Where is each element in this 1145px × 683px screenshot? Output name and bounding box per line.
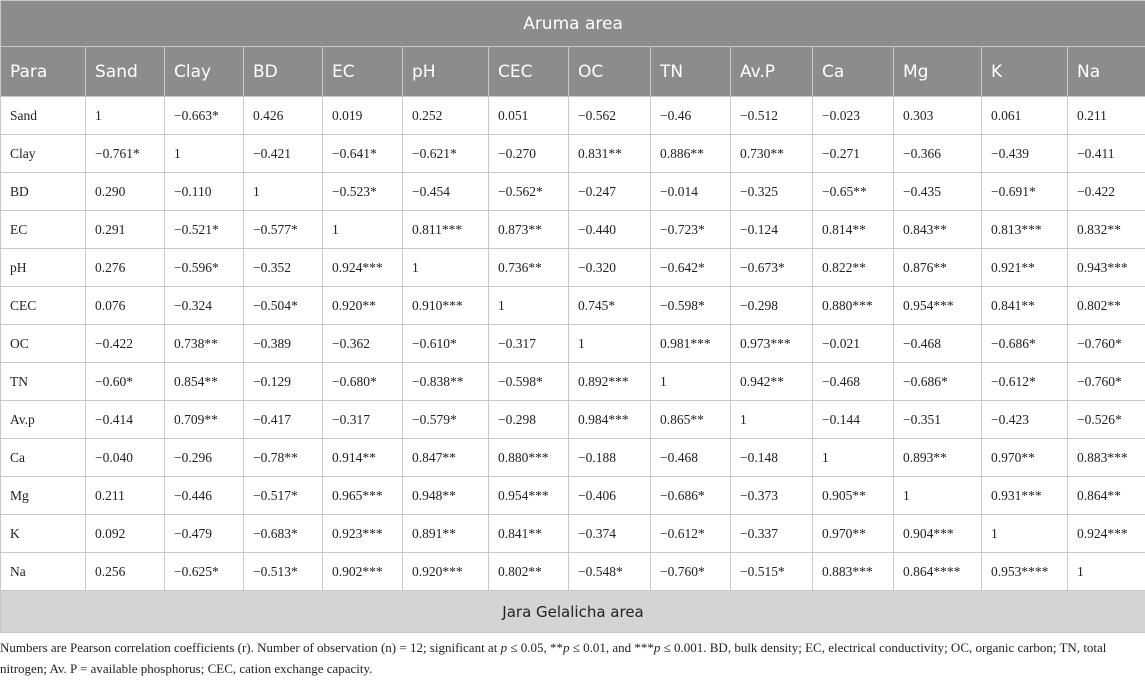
table-cell: 1 [86,97,165,135]
table-cell: −0.512 [731,97,813,135]
table-row [1,363,1145,401]
table-cell: 0.092 [86,515,165,553]
header-row [1,47,1145,97]
table-cell: 0.831** [569,135,651,173]
table-cell: −0.421 [244,135,323,173]
table-cell: −0.014 [651,173,731,211]
table-cell: 0.880*** [813,287,894,325]
row-label: pH [1,249,86,287]
footnote-part-3: ≤ 0.01, and *** [569,640,654,655]
row-label: Av.p [1,401,86,439]
table-cell: 1 [489,287,569,325]
table-cell: 0.426 [244,97,323,135]
table-cell: 0.931*** [982,477,1068,515]
table-cell: −0.610* [403,325,489,363]
table-cell: −0.562* [489,173,569,211]
table-cell: 0.954*** [489,477,569,515]
table-cell: −0.129 [244,363,323,401]
table-cell: −0.298 [489,401,569,439]
table-row [1,211,1145,249]
row-label: Clay [1,135,86,173]
table-cell: 0.921** [982,249,1068,287]
table-cell: −0.422 [86,325,165,363]
table-cell: −0.440 [569,211,651,249]
table-cell: 1 [982,515,1068,553]
row-label: EC [1,211,86,249]
column-header-bd: BD [244,47,323,97]
table-row [1,287,1145,325]
table-cell: −0.366 [894,135,982,173]
table-cell: −0.374 [569,515,651,553]
table-cell: −0.642* [651,249,731,287]
table-cell: 1 [569,325,651,363]
table-cell: 1 [244,173,323,211]
table-cell: 0.276 [86,249,165,287]
table-cell: −0.78** [244,439,323,477]
table-cell: −0.686* [982,325,1068,363]
table-cell: 0.948** [403,477,489,515]
table-cell: 0.051 [489,97,569,135]
table-cell: 0.256 [86,553,165,591]
column-header-tn: TN [651,47,731,97]
table-cell: 0.802** [1068,287,1145,325]
table-cell: 0.873** [489,211,569,249]
table-cell: 0.883*** [1068,439,1145,477]
table-cell: −0.479 [165,515,244,553]
column-header-k: K [982,47,1068,97]
table-cell: −0.110 [165,173,244,211]
table-cell: −0.435 [894,173,982,211]
table-cell: −0.271 [813,135,894,173]
table-cell: −0.317 [489,325,569,363]
table-cell: 0.914** [323,439,403,477]
table-cell: −0.468 [894,325,982,363]
table-cell: −0.317 [323,401,403,439]
table-cell: −0.513* [244,553,323,591]
footnote-part-4: ≤ 0.001. BD, bulk density; EC, electrical conductivity; OC, organic carbon; TN, total nitrogen; Av. P = available phosphorus; CEC, cation exchange capacity. [0,640,1107,676]
table-cell: −0.188 [569,439,651,477]
table-cell: 0.864** [1068,477,1145,515]
table-cell: 0.811*** [403,211,489,249]
table-cell: −0.144 [813,401,894,439]
table-cell: 1 [165,135,244,173]
column-header-oc: OC [569,47,651,97]
table-cell: 0.970** [813,515,894,553]
table-row [1,325,1145,363]
table-cell: −0.598* [489,363,569,401]
row-label: OC [1,325,86,363]
table-cell: −0.247 [569,173,651,211]
table-cell: −0.686* [651,477,731,515]
table-cell: 1 [813,439,894,477]
table-cell: −0.673* [731,249,813,287]
table-cell: 0.893** [894,439,982,477]
table-cell: −0.680* [323,363,403,401]
table-cell: 0.923*** [323,515,403,553]
table-cell: −0.270 [489,135,569,173]
table-row [1,477,1145,515]
table-cell: −0.324 [165,287,244,325]
table-row [1,173,1145,211]
table-cell: −0.515* [731,553,813,591]
table-cell: −0.446 [165,477,244,515]
table-cell: −0.521* [165,211,244,249]
table-cell: −0.579* [403,401,489,439]
row-label: Ca [1,439,86,477]
table-cell: −0.60* [86,363,165,401]
table-cell: 0.019 [323,97,403,135]
table-cell: −0.663* [165,97,244,135]
table-cell: 0.841** [982,287,1068,325]
column-header-para: Para [1,47,86,97]
table-cell: 1 [894,477,982,515]
table-cell: −0.439 [982,135,1068,173]
table-cell: −0.148 [731,439,813,477]
table-cell: 0.920** [323,287,403,325]
table-cell: −0.411 [1068,135,1145,173]
table-cell: −0.021 [813,325,894,363]
table-cell: −0.838** [403,363,489,401]
column-header-ec: EC [323,47,403,97]
footer-band-row [1,591,1145,633]
table-cell: −0.351 [894,401,982,439]
table-row [1,97,1145,135]
row-label: TN [1,363,86,401]
table-cell: −0.298 [731,287,813,325]
table-cell: 0.984*** [569,401,651,439]
table-cell: 1 [731,401,813,439]
footnote-p-variable-2: p [562,640,570,655]
table-cell: 0.970** [982,439,1068,477]
table-cell: 0.709** [165,401,244,439]
table-cell: −0.422 [1068,173,1145,211]
table-cell: −0.296 [165,439,244,477]
table-cell: −0.562 [569,97,651,135]
table-cell: 0.832** [1068,211,1145,249]
table-cell: 0.886** [651,135,731,173]
table-cell: 0.910*** [403,287,489,325]
table-cell: 0.290 [86,173,165,211]
table-cell: −0.320 [569,249,651,287]
table-cell: −0.612* [651,515,731,553]
table-cell: −0.577* [244,211,323,249]
table-cell: −0.389 [244,325,323,363]
row-label: Sand [1,97,86,135]
footnote-p-variable-3: p [653,640,661,655]
table-row [1,135,1145,173]
table-cell: −0.598* [651,287,731,325]
table-cell: 0.902*** [323,553,403,591]
row-label: CEC [1,287,86,325]
table-cell: 0.303 [894,97,982,135]
table-cell: −0.124 [731,211,813,249]
column-header-ca: Ca [813,47,894,97]
table-cell: 0.891** [403,515,489,553]
table-cell: −0.352 [244,249,323,287]
table-cell: −0.760* [1068,325,1145,363]
table-cell: −0.621* [403,135,489,173]
table-cell: 1 [323,211,403,249]
table-cell: 0.981*** [651,325,731,363]
column-header-ph: pH [403,47,489,97]
table-cell: −0.761* [86,135,165,173]
table-cell: −0.468 [813,363,894,401]
table-cell: −0.641* [323,135,403,173]
table-cell: −0.625* [165,553,244,591]
table-cell: −0.760* [1068,363,1145,401]
table-cell: −0.596* [165,249,244,287]
table-cell: 0.883*** [813,553,894,591]
table-cell: −0.760* [651,553,731,591]
table-cell: 0.905** [813,477,894,515]
table-row [1,439,1145,477]
table-cell: 0.061 [982,97,1068,135]
table-row [1,515,1145,553]
table-cell: 0.943*** [1068,249,1145,287]
table-cell: 0.291 [86,211,165,249]
table-cell: 0.814** [813,211,894,249]
table-cell: −0.526* [1068,401,1145,439]
table-cell: −0.414 [86,401,165,439]
table-cell: 0.843** [894,211,982,249]
table-cell: −0.406 [569,477,651,515]
column-header-sand: Sand [86,47,165,97]
table-cell: 0.876** [894,249,982,287]
table-cell: −0.723* [651,211,731,249]
table-cell: 0.864**** [894,553,982,591]
table-footnote [0,633,1140,679]
table-cell: −0.523* [323,173,403,211]
table-cell: 0.904*** [894,515,982,553]
column-header-cec: CEC [489,47,569,97]
table-cell: 1 [403,249,489,287]
column-header-mg: Mg [894,47,982,97]
table-cell: 0.076 [86,287,165,325]
table-cell: −0.325 [731,173,813,211]
table-cell: 0.880*** [489,439,569,477]
row-label: Mg [1,477,86,515]
table-cell: 0.920*** [403,553,489,591]
table-cell: −0.46 [651,97,731,135]
table-cell: 0.892*** [569,363,651,401]
table-cell: 0.942** [731,363,813,401]
table-cell: 0.924*** [323,249,403,287]
table-cell: 0.802** [489,553,569,591]
table-cell: −0.65** [813,173,894,211]
table-cell: −0.337 [731,515,813,553]
table-cell: 1 [1068,553,1145,591]
table-row [1,401,1145,439]
table-cell: 0.841** [489,515,569,553]
table-cell: −0.423 [982,401,1068,439]
table-cell: 0.736** [489,249,569,287]
banner-title: Aruma area [1,1,1145,47]
table-cell: 0.854** [165,363,244,401]
table-cell: 0.865** [651,401,731,439]
table-cell: −0.468 [651,439,731,477]
table-cell: 0.965*** [323,477,403,515]
table-row [1,553,1145,591]
table-cell: 0.745* [569,287,651,325]
table-cell: 0.953**** [982,553,1068,591]
table-cell: −0.373 [731,477,813,515]
table-cell: 0.738** [165,325,244,363]
table-cell: −0.417 [244,401,323,439]
column-header-clay: Clay [165,47,244,97]
table-cell: 0.211 [86,477,165,515]
table-cell: −0.612* [982,363,1068,401]
table-cell: −0.691* [982,173,1068,211]
table-row [1,249,1145,287]
table-cell: 1 [651,363,731,401]
table-cell: −0.683* [244,515,323,553]
footer-band-title: Jara Gelalicha area [1,591,1145,633]
footnote-part-1: Numbers are Pearson correlation coefficients (r). Number of observation (n) = 12; significant at [0,640,501,655]
row-label: K [1,515,86,553]
column-header-av-p: Av.P [731,47,813,97]
table-cell: −0.686* [894,363,982,401]
footnote-p-variable-1: p [500,640,508,655]
banner-row [1,1,1145,47]
table-cell: 0.822** [813,249,894,287]
table-cell: 0.924*** [1068,515,1145,553]
table-cell: −0.548* [569,553,651,591]
table-cell: 0.813*** [982,211,1068,249]
row-label: Na [1,553,86,591]
table-cell: −0.023 [813,97,894,135]
row-label: BD [1,173,86,211]
table-cell: 0.252 [403,97,489,135]
table-cell: −0.517* [244,477,323,515]
footnote-part-2: ≤ 0.05, ** [507,640,563,655]
table-cell: 0.973*** [731,325,813,363]
table-cell: 0.211 [1068,97,1145,135]
table-cell: −0.454 [403,173,489,211]
column-header-na: Na [1068,47,1145,97]
table-cell: 0.954*** [894,287,982,325]
table-cell: 0.730** [731,135,813,173]
table-cell: −0.362 [323,325,403,363]
table-cell: −0.040 [86,439,165,477]
table-cell: −0.504* [244,287,323,325]
table-cell: 0.847** [403,439,489,477]
